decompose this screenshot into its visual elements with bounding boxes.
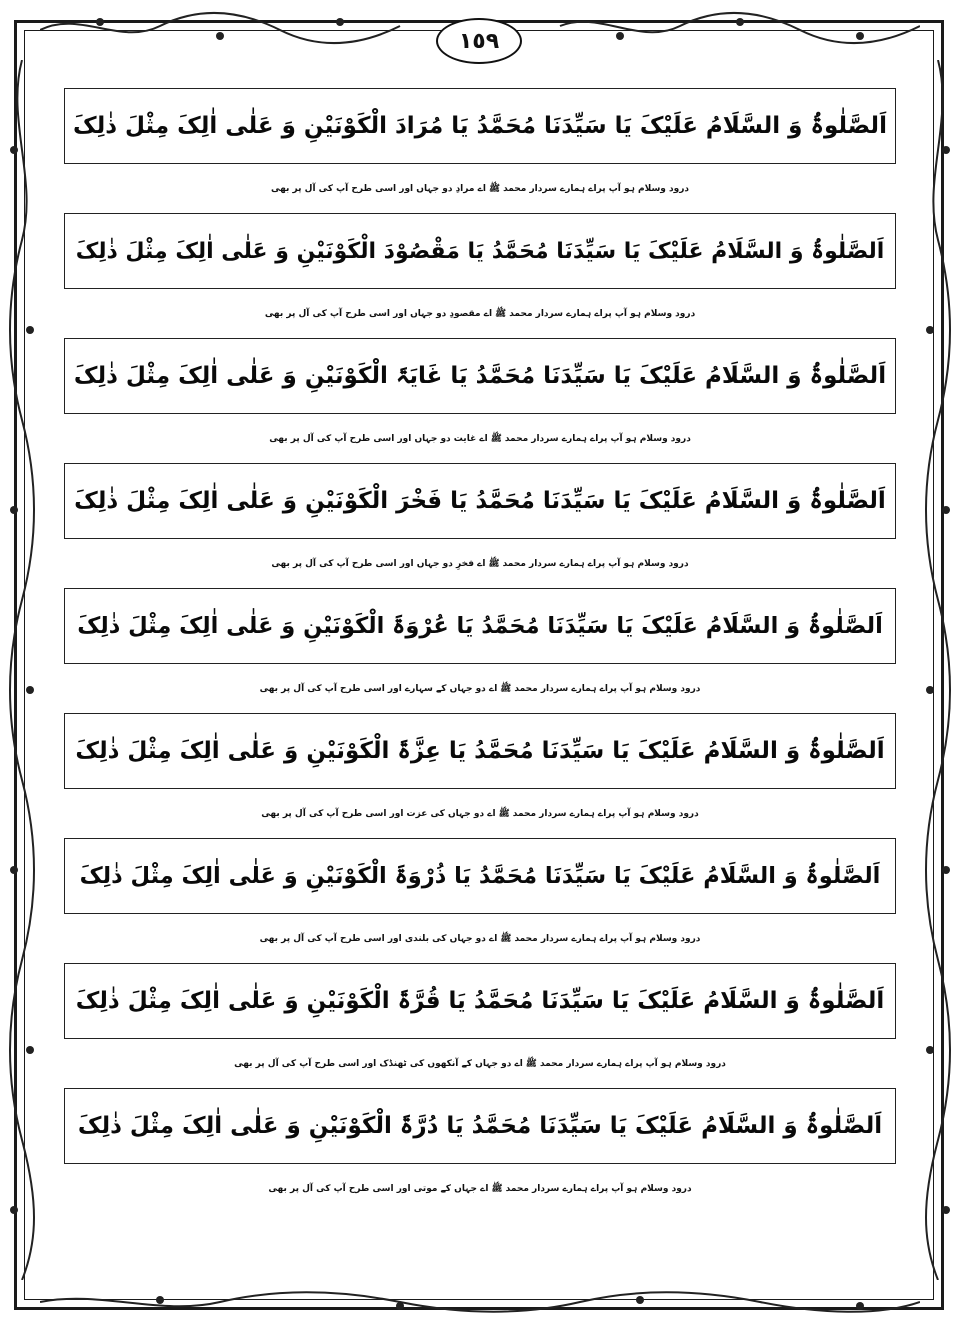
durood-entry: [64, 588, 896, 713]
right-vine-ornament: [920, 60, 956, 1280]
arabic-verse-box: [64, 838, 896, 914]
arabic-verse-box: [64, 963, 896, 1039]
durood-entry: [64, 463, 896, 588]
arabic-verse: اَلصَّلٰوۃُ وَ السَّلَامُ عَلَیْکَ یَا سَیِّدَنَا مُحَمَّدُ یَا عُرْوَۃَ الْکَوْنَیْنِ وَ عَلٰی اٰلِکَ مِثْلَ ذٰلِکَ: [77, 613, 883, 639]
urdu-translation: درود وسلام ہو آپ پراے ہمارے سردار محمد ﷺ اے مرادِ دو جہاں اور اسی طرح آپ کی آل پر بھی: [270, 183, 690, 194]
arabic-verse: اَلصَّلٰوۃُ وَ السَّلَامُ عَلَیْکَ یَا سَیِّدَنَا مُحَمَّدُ یَا عِزَّۃَ الْکَوْنَیْنِ وَ عَلٰی اٰلِکَ مِثْلَ ذٰلِکَ: [75, 738, 885, 764]
arabic-verse-box: [64, 588, 896, 664]
durood-entry: [64, 713, 896, 838]
page-number: ١٥٩: [436, 18, 522, 64]
arabic-verse-box: [64, 1088, 896, 1164]
arabic-verse-box: [64, 88, 896, 164]
urdu-translation: درود وسلام ہو آپ پراے ہمارے سردار محمد ﷺ اے دو جہاں کے سہارے اور اسی طرح آپ کی آل پر بھی: [259, 683, 701, 694]
arabic-verse-box: [64, 213, 896, 289]
bottom-vine-ornament: [40, 1290, 920, 1320]
arabic-verse: اَلصَّلٰوۃُ وَ السَّلَامُ عَلَیْکَ یَا سَیِّدَنَا مُحَمَّدُ یَا قُرَّۃَ الْکَوْنَیْنِ وَ عَلٰی اٰلِکَ مِثْلَ ذٰلِکَ: [75, 988, 885, 1014]
urdu-translation: درود وسلام ہو آپ پراے ہمارے سردار محمد ﷺ اے دو جہاں کی عزت اور اسی طرح آپ کی آل پر بھی: [261, 808, 699, 819]
arabic-verse: اَلصَّلٰوۃُ وَ السَّلَامُ عَلَیْکَ یَا سَیِّدَنَا مُحَمَّدُ یَا مَقْصُوْدَ الْکَوْنَیْنِ وَ عَلٰی اٰلِکَ مِثْلَ ذٰلِکَ: [75, 238, 885, 264]
durood-entry: [64, 213, 896, 338]
arabic-verse: اَلصَّلٰوۃُ وَ السَّلَامُ عَلَیْکَ یَا سَیِّدَنَا مُحَمَّدُ یَا غَایَۃَ الْکَوْنَیْنِ وَ عَلٰی اٰلِکَ مِثْلَ ذٰلِکَ: [73, 363, 887, 389]
urdu-translation: درود وسلام ہو آپ پراے ہمارے سردار محمد ﷺ اے دو جہاں کی بلندی اور اسی طرح آپ کی آل پر بھی: [259, 933, 701, 944]
arabic-verse-box: [64, 338, 896, 414]
durood-entry: [64, 838, 896, 963]
arabic-verse-box: [64, 713, 896, 789]
left-vine-ornament: [4, 60, 40, 1280]
durood-entry: [64, 338, 896, 463]
urdu-translation: درود وسلام ہو آپ پراے ہمارے سردار محمد ﷺ اے مقصودِ دو جہاں اور اسی طرح آپ کی آل پر بھی: [264, 308, 696, 319]
arabic-verse: اَلصَّلٰوۃُ وَ السَّلَامُ عَلَیْکَ یَا سَیِّدَنَا مُحَمَّدُ یَا ذُرْوَۃَ الْکَوْنَیْنِ وَ عَلٰی اٰلِکَ مِثْلَ ذٰلِکَ: [79, 863, 881, 889]
urdu-translation: درود وسلام ہو آپ پراے ہمارے سردار محمد ﷺ اے جہاں کے موتی اور اسی طرح آپ کی آل پر بھی: [268, 1183, 692, 1194]
arabic-verse-box: [64, 463, 896, 539]
arabic-verse: اَلصَّلٰوۃُ وَ السَّلَامُ عَلَیْکَ یَا سَیِّدَنَا مُحَمَّدُ یَا دُرَّۃَ الْکَوْنَیْنِ وَ عَلٰی اٰلِکَ مِثْلَ ذٰلِکَ: [77, 1113, 883, 1139]
durood-entry: [64, 1088, 896, 1213]
durood-list: [64, 88, 896, 1213]
arabic-verse: اَلصَّلٰوۃُ وَ السَّلَامُ عَلَیْکَ یَا سَیِّدَنَا مُحَمَّدُ یَا مُرَادَ الْکَوْنَیْنِ وَ عَلٰی اٰلِکَ مِثْلَ ذٰلِکَ: [73, 113, 887, 139]
durood-entry: [64, 88, 896, 213]
urdu-translation: درود وسلام ہو آپ پراے ہمارے سردار محمد ﷺ اے غایت دو جہاں اور اسی طرح آپ کی آل پر بھی: [269, 433, 691, 444]
durood-entry: [64, 963, 896, 1088]
arabic-verse: اَلصَّلٰوۃُ وَ السَّلَامُ عَلَیْکَ یَا سَیِّدَنَا مُحَمَّدُ یَا فَخْرَ الْکَوْنَیْنِ وَ عَلٰی اٰلِکَ مِثْلَ ذٰلِکَ: [74, 488, 886, 514]
urdu-translation: درود وسلام ہو آپ پراے ہمارے سردار محمد ﷺ اے فخرِ دو جہاں اور اسی طرح آپ کی آل پر بھی: [271, 558, 689, 569]
urdu-translation: درود وسلام ہو آپ پراے ہمارے سردار محمد ﷺ اے دو جہاں کے آنکھوں کی ٹھنڈک اور اسی طرح آپ کی آل پر بھی: [234, 1058, 726, 1069]
